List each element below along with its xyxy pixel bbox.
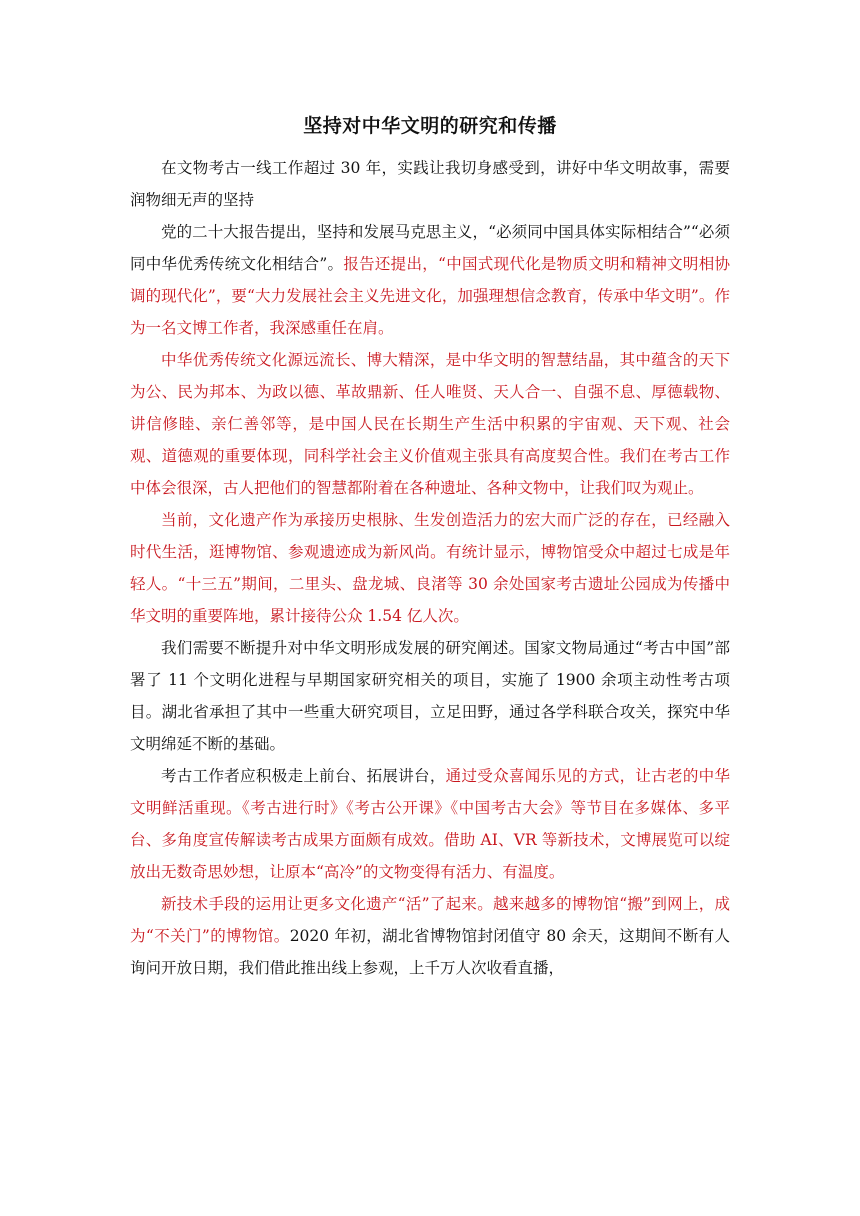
body-text: 在文物考古一线工作超过 30 年，实践让我切身感受到，讲好中华文明故事，需要润物细无声的坚持 [130,159,730,209]
paragraph [130,216,730,344]
paragraph [130,152,730,216]
document-body [130,152,730,984]
paragraph [130,632,730,760]
body-text: 考古工作者应积极走上前台、拓展讲台， [161,767,446,785]
highlighted-text: 通过受众喜闻乐见的方式，让古老的中华文明鲜活重现。《考古进行时》《考古公开课》《中国考古大会》等节目在多媒体、多平台、多角度宣传解读考古成果方面颇有成效。借助 AI、VR 等新技术，文博展览可以绽放出无数奇思妙想，让原本“高冷”的文物变得有活力、有温度。 [130,767,730,881]
body-text: 党的二十大报告提出，坚持和发展马克思主义，“必须同中国具体实际相结合”“必须同中华优秀传统文化相结合”。 [130,223,730,273]
body-text: 2020 年初，湖北省博物馆封闭值守 80 余天，这期间不断有人询问开放日期，我们借此推出线上参观，上千万人次收看直播， [130,927,730,977]
highlighted-text: 报告还提出，“中国式现代化是物质文明和精神文明相协调的现代化”，要“大力发展社会主义先进文化，加强理想信念教育，传承中华文明”。作为一名文博工作者，我深感重任在肩。 [130,255,730,337]
document-page [130,112,730,984]
paragraph [130,888,730,984]
paragraph [130,344,730,504]
highlighted-text: 当前，文化遗产作为承接历史根脉、生发创造活力的宏大而广泛的存在，已经融入时代生活，逛博物馆、参观遗迹成为新风尚。有统计显示，博物馆受众中超过七成是年轻人。“十三五”期间，二里头、盘龙城、良渚等 30 余处国家考古遗址公园成为传播中华文明的重要阵地，累计接待公众 1.54 亿人次。 [130,511,730,625]
paragraph [130,760,730,888]
body-text: 我们需要不断提升对中华文明形成发展的研究阐述。国家文物局通过“考古中国”部署了 11 个文明化进程与早期国家研究相关的项目，实施了 1900 余项主动性考古项目。湖北省承担了其中一些重大研究项目，立足田野，通过各学科联合攻关，探究中华文明绵延不断的基础。 [130,639,730,753]
highlighted-text: 新技术手段的运用让更多文化遗产“活”了起来。越来越多的博物馆“搬”到网上，成为“不关门”的博物馆。 [130,895,730,945]
document-title: 坚持对中华文明的研究和传播 [303,115,557,137]
highlighted-text: 中华优秀传统文化源远流长、博大精深，是中华文明的智慧结晶，其中蕴含的天下为公、民为邦本、为政以德、革故鼎新、任人唯贤、天人合一、自强不息、厚德载物、讲信修睦、亲仁善邻等，是中国人民在长期生产生活中积累的宇宙观、天下观、社会观、道德观的重要体现，同科学社会主义价值观主张具有高度契合性。我们在考古工作中体会很深，古人把他们的智慧都附着在各种遗址、各种文物中，让我们叹为观止。 [130,351,730,497]
paragraph [130,504,730,632]
